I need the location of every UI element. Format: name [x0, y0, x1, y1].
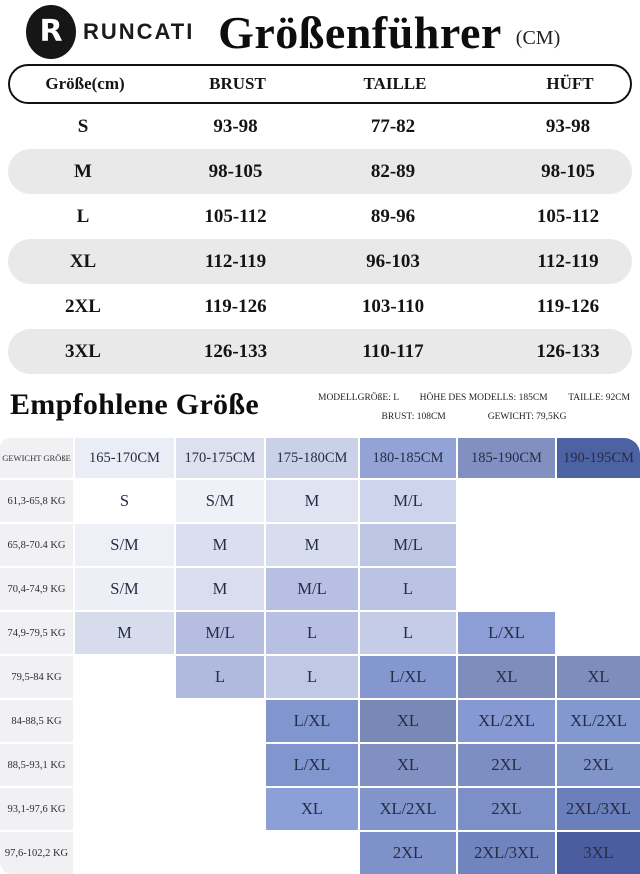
height-header-cell: 185-190CM	[458, 438, 555, 478]
grid-cell	[75, 744, 174, 786]
weight-label-cell: 61,3-65,8 KG	[0, 480, 73, 522]
title-unit: (CM)	[515, 26, 561, 49]
weight-label-cell: 74,9-79,5 KG	[0, 612, 73, 654]
grid-cell: XL	[360, 744, 456, 786]
grid-cell: 2XL/3XL	[458, 832, 555, 874]
grid-cell: S/M	[75, 524, 174, 566]
grid-cell: L/XL	[360, 656, 456, 698]
weight-label-cell: 93,1-97,6 KG	[0, 788, 73, 830]
size-cell: 96-103	[366, 250, 420, 272]
size-cell: 112-119	[204, 250, 267, 272]
size-cell: 2XL	[65, 295, 101, 317]
size-cell: L	[76, 205, 90, 227]
grid-cell	[176, 788, 264, 830]
grid-cell: L	[266, 612, 358, 654]
grid-cell: XL	[360, 700, 456, 742]
grid-cell: 2XL	[360, 832, 456, 874]
model-size-label: MODELLGRÖßE: L	[318, 393, 400, 403]
title-wrap	[176, 6, 602, 59]
size-cell: M	[74, 160, 92, 182]
grid-cell: M	[176, 524, 264, 566]
size-row	[8, 284, 632, 329]
size-cell: 3XL	[65, 340, 101, 362]
grid-cell: L	[360, 612, 456, 654]
grid-cell	[75, 656, 174, 698]
grid-cell: 3XL	[557, 832, 640, 874]
size-cell: 98-105	[541, 160, 595, 182]
page-header	[0, 0, 640, 62]
grid-cell: XL	[557, 656, 640, 698]
grid-cell: M	[176, 568, 264, 610]
grid-cell	[176, 700, 264, 742]
size-cell: 105-112	[536, 205, 600, 227]
grid-corner-label: GEWICHT GRÖßE	[0, 438, 73, 478]
grid-cell: 2XL	[458, 744, 555, 786]
size-table-header	[8, 64, 632, 104]
column-header-hueft: HÜFT	[546, 74, 594, 93]
grid-cell	[266, 832, 358, 874]
size-cell: 126-133	[203, 340, 268, 362]
brand-name: RUNCATI	[83, 19, 195, 44]
grid-cell: L	[266, 656, 358, 698]
size-cell: XL	[69, 250, 97, 272]
size-cell: 93-98	[213, 115, 258, 137]
weight-label-cell: 88,5-93,1 KG	[0, 744, 73, 786]
grid-cell: M/L	[360, 480, 456, 522]
grid-cell	[458, 568, 555, 610]
runcati-logo	[26, 5, 194, 59]
grid-cell: L/XL	[266, 700, 358, 742]
size-cell: 110-117	[362, 340, 424, 362]
size-cell: 126-133	[536, 340, 600, 362]
model-info-line2	[318, 412, 630, 422]
grid-cell	[458, 524, 555, 566]
grid-cell: L/XL	[266, 744, 358, 786]
grid-cell: M/L	[266, 568, 358, 610]
grid-cell: XL/2XL	[557, 700, 640, 742]
size-row	[8, 239, 632, 284]
recommended-heading: Empfohlene Größe	[10, 388, 259, 421]
grid-cell: M	[266, 524, 358, 566]
weight-label-cell: 65,8-70.4 KG	[0, 524, 73, 566]
model-info-line1	[318, 393, 630, 403]
size-table-rows	[8, 104, 632, 374]
column-header-brust: BRUST	[209, 74, 266, 93]
size-cell: 93-98	[545, 115, 591, 137]
grid-cell	[75, 832, 174, 874]
recommended-heading-row	[10, 382, 630, 438]
grid-cell: 2XL	[458, 788, 555, 830]
model-waist-label: TAILLE: 92CM	[568, 393, 630, 403]
grid-cell	[557, 612, 640, 654]
weight-label-cell: 97,6-102,2 KG	[0, 832, 73, 874]
page-title: Größenführer	[218, 6, 502, 58]
size-cell: 77-82	[370, 115, 416, 137]
height-header-cell: 175-180CM	[266, 438, 358, 478]
grid-cell	[557, 480, 640, 522]
size-cell: 103-110	[361, 295, 425, 317]
size-cell: 89-96	[370, 205, 416, 227]
grid-cell: S/M	[75, 568, 174, 610]
grid-cell	[75, 788, 174, 830]
size-row	[8, 149, 632, 194]
grid-cell: XL/2XL	[458, 700, 555, 742]
size-cell: 105-112	[204, 205, 267, 227]
size-cell: 82-89	[370, 160, 416, 182]
grid-cell: S	[75, 480, 174, 522]
height-header-cell: 165-170CM	[75, 438, 174, 478]
weight-label-cell: 84-88,5 KG	[0, 700, 73, 742]
column-header-taille: TAILLE	[363, 74, 427, 93]
grid-cell	[557, 568, 640, 610]
grid-cell	[176, 832, 264, 874]
height-header-cell: 170-175CM	[176, 438, 264, 478]
size-row	[8, 329, 632, 374]
size-row	[8, 194, 632, 239]
weight-label-cell: 79,5-84 KG	[0, 656, 73, 698]
grid-cell: XL	[458, 656, 555, 698]
grid-cell: M	[266, 480, 358, 522]
model-info	[318, 382, 630, 422]
grid-cell	[557, 524, 640, 566]
model-weight-label: GEWICHT: 79,5KG	[487, 412, 567, 422]
size-cell: 119-126	[204, 295, 267, 317]
size-cell: 112-119	[537, 250, 599, 272]
grid-cell: M/L	[360, 524, 456, 566]
runcati-logo-icon: R	[26, 5, 76, 59]
weight-label-cell: 70,4-74,9 KG	[0, 568, 73, 610]
grid-cell: M	[75, 612, 174, 654]
grid-cell: 2XL/3XL	[557, 788, 640, 830]
recommended-grid	[0, 438, 640, 874]
grid-cell	[75, 700, 174, 742]
column-header-size: Größe(cm)	[45, 74, 125, 93]
grid-cell: XL	[266, 788, 358, 830]
size-cell: 98-105	[208, 160, 263, 182]
grid-cell: M/L	[176, 612, 264, 654]
grid-cell	[176, 744, 264, 786]
size-cell: 119-126	[536, 295, 600, 317]
grid-cell: 2XL	[557, 744, 640, 786]
size-row	[8, 104, 632, 149]
grid-cell: XL/2XL	[360, 788, 456, 830]
model-height-label: HÖHE DES MODELLS: 185CM	[419, 393, 548, 403]
height-header-cell: 180-185CM	[360, 438, 456, 478]
size-table	[8, 64, 632, 374]
model-chest-label: BRUST: 108CM	[381, 412, 446, 422]
size-cell: S	[77, 115, 89, 137]
grid-cell: S/M	[176, 480, 264, 522]
grid-cell: L/XL	[458, 612, 555, 654]
height-header-cell: 190-195CM	[557, 438, 640, 478]
grid-cell: L	[176, 656, 264, 698]
grid-cell	[458, 480, 555, 522]
grid-cell: L	[360, 568, 456, 610]
